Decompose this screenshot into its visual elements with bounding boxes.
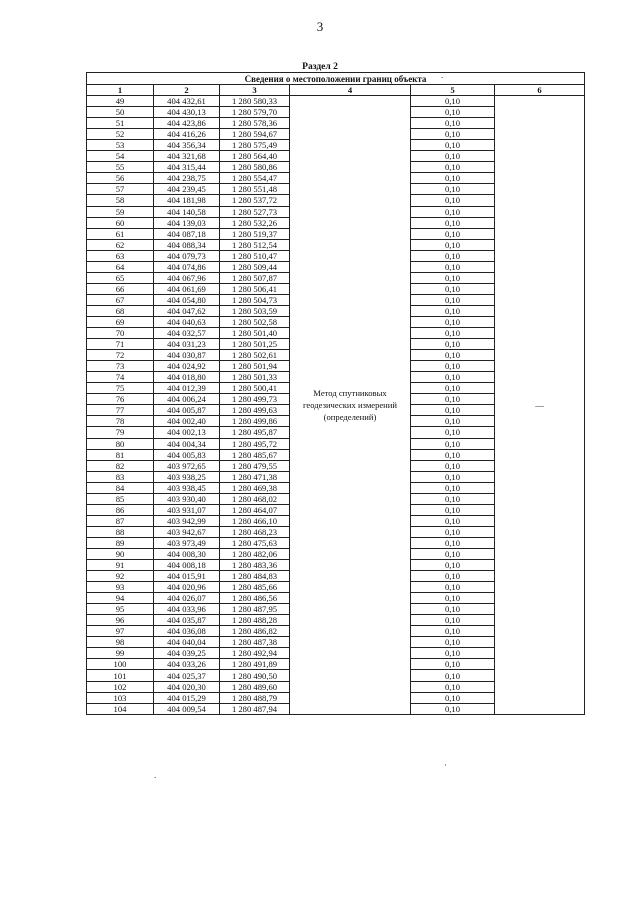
y-coordinate-cell: 1 280 501,40 bbox=[220, 328, 290, 339]
y-coordinate-cell: 1 280 495,87 bbox=[220, 427, 290, 438]
point-number-cell: 87 bbox=[87, 515, 154, 526]
x-coordinate-cell: 404 033,96 bbox=[154, 604, 220, 615]
point-number-cell: 84 bbox=[87, 482, 154, 493]
point-number-cell: 90 bbox=[87, 548, 154, 559]
accuracy-cell: 0,10 bbox=[411, 250, 495, 261]
y-coordinate-cell: 1 280 580,33 bbox=[220, 96, 290, 107]
table-caption-row bbox=[87, 73, 585, 85]
point-number-cell: 88 bbox=[87, 526, 154, 537]
x-coordinate-cell: 403 938,45 bbox=[154, 482, 220, 493]
y-coordinate-cell: 1 280 492,94 bbox=[220, 648, 290, 659]
point-number-cell: 94 bbox=[87, 593, 154, 604]
y-coordinate-cell: 1 280 502,61 bbox=[220, 350, 290, 361]
column-header: 2 bbox=[154, 85, 220, 96]
y-coordinate-cell: 1 280 487,95 bbox=[220, 604, 290, 615]
y-coordinate-cell: 1 280 486,56 bbox=[220, 593, 290, 604]
x-coordinate-cell: 403 942,99 bbox=[154, 515, 220, 526]
x-coordinate-cell: 404 002,40 bbox=[154, 416, 220, 427]
accuracy-cell: 0,10 bbox=[411, 151, 495, 162]
x-coordinate-cell: 404 025,37 bbox=[154, 670, 220, 681]
y-coordinate-cell: 1 280 500,41 bbox=[220, 383, 290, 394]
x-coordinate-cell: 404 238,75 bbox=[154, 173, 220, 184]
point-number-cell: 59 bbox=[87, 206, 154, 217]
accuracy-cell: 0,10 bbox=[411, 228, 495, 239]
y-coordinate-cell: 1 280 488,28 bbox=[220, 615, 290, 626]
accuracy-cell: 0,10 bbox=[411, 637, 495, 648]
point-number-cell: 68 bbox=[87, 305, 154, 316]
x-coordinate-cell: 404 012,39 bbox=[154, 383, 220, 394]
point-number-cell: 85 bbox=[87, 493, 154, 504]
point-number-cell: 79 bbox=[87, 427, 154, 438]
y-coordinate-cell: 1 280 507,87 bbox=[220, 272, 290, 283]
point-number-cell: 67 bbox=[87, 294, 154, 305]
point-number-cell: 89 bbox=[87, 537, 154, 548]
accuracy-cell: 0,10 bbox=[411, 184, 495, 195]
y-coordinate-cell: 1 280 510,47 bbox=[220, 250, 290, 261]
point-number-cell: 99 bbox=[87, 648, 154, 659]
point-number-cell: 63 bbox=[87, 250, 154, 261]
accuracy-cell: 0,10 bbox=[411, 471, 495, 482]
accuracy-cell: 0,10 bbox=[411, 305, 495, 316]
point-number-cell: 74 bbox=[87, 372, 154, 383]
accuracy-cell: 0,10 bbox=[411, 571, 495, 582]
accuracy-cell: 0,10 bbox=[411, 515, 495, 526]
x-coordinate-cell: 404 020,30 bbox=[154, 681, 220, 692]
accuracy-cell: 0,10 bbox=[411, 405, 495, 416]
point-number-cell: 102 bbox=[87, 681, 154, 692]
x-coordinate-cell: 404 432,61 bbox=[154, 96, 220, 107]
scan-speck: . bbox=[441, 70, 444, 80]
accuracy-cell: 0,10 bbox=[411, 195, 495, 206]
accuracy-cell: 0,10 bbox=[411, 593, 495, 604]
point-number-cell: 55 bbox=[87, 162, 154, 173]
y-coordinate-cell: 1 280 564,40 bbox=[220, 151, 290, 162]
x-coordinate-cell: 404 004,34 bbox=[154, 438, 220, 449]
x-coordinate-cell: 404 087,18 bbox=[154, 228, 220, 239]
y-coordinate-cell: 1 280 485,67 bbox=[220, 449, 290, 460]
y-coordinate-cell: 1 280 469,38 bbox=[220, 482, 290, 493]
point-number-cell: 77 bbox=[87, 405, 154, 416]
point-number-cell: 64 bbox=[87, 261, 154, 272]
point-number-cell: 65 bbox=[87, 272, 154, 283]
y-coordinate-cell: 1 280 487,94 bbox=[220, 703, 290, 714]
y-coordinate-cell: 1 280 495,72 bbox=[220, 438, 290, 449]
point-number-cell: 66 bbox=[87, 283, 154, 294]
point-number-cell: 92 bbox=[87, 571, 154, 582]
x-coordinate-cell: 404 039,25 bbox=[154, 648, 220, 659]
point-number-cell: 69 bbox=[87, 316, 154, 327]
x-coordinate-cell: 404 074,86 bbox=[154, 261, 220, 272]
accuracy-cell: 0,10 bbox=[411, 438, 495, 449]
accuracy-cell: 0,10 bbox=[411, 582, 495, 593]
accuracy-cell: 0,10 bbox=[411, 118, 495, 129]
x-coordinate-cell: 404 088,34 bbox=[154, 239, 220, 250]
point-number-cell: 73 bbox=[87, 361, 154, 372]
accuracy-cell: 0,10 bbox=[411, 328, 495, 339]
boundary-coordinates-table bbox=[86, 72, 585, 715]
x-coordinate-cell: 404 031,23 bbox=[154, 339, 220, 350]
x-coordinate-cell: 404 139,03 bbox=[154, 217, 220, 228]
accuracy-cell: 0,10 bbox=[411, 261, 495, 272]
y-coordinate-cell: 1 280 490,50 bbox=[220, 670, 290, 681]
accuracy-cell: 0,10 bbox=[411, 383, 495, 394]
x-coordinate-cell: 404 020,96 bbox=[154, 582, 220, 593]
point-number-cell: 96 bbox=[87, 615, 154, 626]
x-coordinate-cell: 404 181,98 bbox=[154, 195, 220, 206]
accuracy-cell: 0,10 bbox=[411, 339, 495, 350]
accuracy-cell: 0,10 bbox=[411, 615, 495, 626]
x-coordinate-cell: 404 047,62 bbox=[154, 305, 220, 316]
scan-speck: · bbox=[444, 760, 447, 770]
x-coordinate-cell: 404 315,44 bbox=[154, 162, 220, 173]
point-number-cell: 104 bbox=[87, 703, 154, 714]
y-coordinate-cell: 1 280 537,72 bbox=[220, 195, 290, 206]
point-number-cell: 100 bbox=[87, 659, 154, 670]
x-coordinate-cell: 404 024,92 bbox=[154, 361, 220, 372]
accuracy-cell: 0,10 bbox=[411, 107, 495, 118]
x-coordinate-cell: 404 030,87 bbox=[154, 350, 220, 361]
method-cell: Метод спутниковых геодезических измерений (определений) bbox=[290, 96, 411, 715]
point-number-cell: 76 bbox=[87, 394, 154, 405]
column-header: 3 bbox=[220, 85, 290, 96]
accuracy-cell: 0,10 bbox=[411, 626, 495, 637]
y-coordinate-cell: 1 280 501,33 bbox=[220, 372, 290, 383]
y-coordinate-cell: 1 280 509,44 bbox=[220, 261, 290, 272]
point-number-cell: 103 bbox=[87, 692, 154, 703]
x-coordinate-cell: 404 008,30 bbox=[154, 548, 220, 559]
column-header: 6 bbox=[495, 85, 585, 96]
point-number-cell: 72 bbox=[87, 350, 154, 361]
y-coordinate-cell: 1 280 471,38 bbox=[220, 471, 290, 482]
accuracy-cell: 0,10 bbox=[411, 162, 495, 173]
point-number-cell: 52 bbox=[87, 129, 154, 140]
y-coordinate-cell: 1 280 527,73 bbox=[220, 206, 290, 217]
x-coordinate-cell: 404 054,80 bbox=[154, 294, 220, 305]
x-coordinate-cell: 404 321,68 bbox=[154, 151, 220, 162]
y-coordinate-cell: 1 280 554,47 bbox=[220, 173, 290, 184]
x-coordinate-cell: 404 009,54 bbox=[154, 703, 220, 714]
y-coordinate-cell: 1 280 466,10 bbox=[220, 515, 290, 526]
y-coordinate-cell: 1 280 504,73 bbox=[220, 294, 290, 305]
x-coordinate-cell: 403 972,65 bbox=[154, 460, 220, 471]
x-coordinate-cell: 404 008,18 bbox=[154, 560, 220, 571]
y-coordinate-cell: 1 280 479,55 bbox=[220, 460, 290, 471]
y-coordinate-cell: 1 280 489,60 bbox=[220, 681, 290, 692]
accuracy-cell: 0,10 bbox=[411, 316, 495, 327]
y-coordinate-cell: 1 280 488,79 bbox=[220, 692, 290, 703]
x-coordinate-cell: 404 005,87 bbox=[154, 405, 220, 416]
accuracy-cell: 0,10 bbox=[411, 604, 495, 615]
accuracy-cell: 0,10 bbox=[411, 206, 495, 217]
point-number-cell: 75 bbox=[87, 383, 154, 394]
description-cell: — bbox=[495, 96, 585, 715]
accuracy-cell: 0,10 bbox=[411, 526, 495, 537]
x-coordinate-cell: 404 040,04 bbox=[154, 637, 220, 648]
accuracy-cell: 0,10 bbox=[411, 239, 495, 250]
y-coordinate-cell: 1 280 468,23 bbox=[220, 526, 290, 537]
accuracy-cell: 0,10 bbox=[411, 140, 495, 151]
x-coordinate-cell: 404 006,24 bbox=[154, 394, 220, 405]
y-coordinate-cell: 1 280 580,86 bbox=[220, 162, 290, 173]
point-number-cell: 86 bbox=[87, 504, 154, 515]
x-coordinate-cell: 404 061,69 bbox=[154, 283, 220, 294]
y-coordinate-cell: 1 280 501,94 bbox=[220, 361, 290, 372]
point-number-cell: 50 bbox=[87, 107, 154, 118]
x-coordinate-cell: 403 930,40 bbox=[154, 493, 220, 504]
y-coordinate-cell: 1 280 594,67 bbox=[220, 129, 290, 140]
scan-speck: . bbox=[154, 770, 157, 780]
point-number-cell: 97 bbox=[87, 626, 154, 637]
x-coordinate-cell: 404 356,34 bbox=[154, 140, 220, 151]
x-coordinate-cell: 404 239,45 bbox=[154, 184, 220, 195]
y-coordinate-cell: 1 280 575,49 bbox=[220, 140, 290, 151]
accuracy-cell: 0,10 bbox=[411, 681, 495, 692]
x-coordinate-cell: 404 067,96 bbox=[154, 272, 220, 283]
x-coordinate-cell: 404 032,57 bbox=[154, 328, 220, 339]
table-header-row bbox=[87, 85, 585, 96]
y-coordinate-cell: 1 280 487,38 bbox=[220, 637, 290, 648]
x-coordinate-cell: 404 423,86 bbox=[154, 118, 220, 129]
accuracy-cell: 0,10 bbox=[411, 173, 495, 184]
table-row bbox=[87, 96, 585, 107]
accuracy-cell: 0,10 bbox=[411, 283, 495, 294]
column-header: 4 bbox=[290, 85, 411, 96]
section-title: Раздел 2 bbox=[302, 62, 338, 72]
x-coordinate-cell: 404 033,26 bbox=[154, 659, 220, 670]
x-coordinate-cell: 404 416,26 bbox=[154, 129, 220, 140]
accuracy-cell: 0,10 bbox=[411, 537, 495, 548]
y-coordinate-cell: 1 280 499,63 bbox=[220, 405, 290, 416]
point-number-cell: 54 bbox=[87, 151, 154, 162]
y-coordinate-cell: 1 280 532,26 bbox=[220, 217, 290, 228]
x-coordinate-cell: 404 018,80 bbox=[154, 372, 220, 383]
x-coordinate-cell: 404 015,91 bbox=[154, 571, 220, 582]
accuracy-cell: 0,10 bbox=[411, 482, 495, 493]
y-coordinate-cell: 1 280 502,58 bbox=[220, 316, 290, 327]
point-number-cell: 60 bbox=[87, 217, 154, 228]
accuracy-cell: 0,10 bbox=[411, 372, 495, 383]
point-number-cell: 93 bbox=[87, 582, 154, 593]
y-coordinate-cell: 1 280 475,63 bbox=[220, 537, 290, 548]
column-header: 1 bbox=[87, 85, 154, 96]
point-number-cell: 58 bbox=[87, 195, 154, 206]
point-number-cell: 61 bbox=[87, 228, 154, 239]
accuracy-cell: 0,10 bbox=[411, 670, 495, 681]
x-coordinate-cell: 404 035,87 bbox=[154, 615, 220, 626]
x-coordinate-cell: 404 140,58 bbox=[154, 206, 220, 217]
point-number-cell: 83 bbox=[87, 471, 154, 482]
point-number-cell: 95 bbox=[87, 604, 154, 615]
point-number-cell: 81 bbox=[87, 449, 154, 460]
boundary-table-container bbox=[86, 72, 584, 715]
x-coordinate-cell: 403 938,25 bbox=[154, 471, 220, 482]
y-coordinate-cell: 1 280 491,89 bbox=[220, 659, 290, 670]
point-number-cell: 80 bbox=[87, 438, 154, 449]
point-number-cell: 56 bbox=[87, 173, 154, 184]
accuracy-cell: 0,10 bbox=[411, 129, 495, 140]
accuracy-cell: 0,10 bbox=[411, 659, 495, 670]
y-coordinate-cell: 1 280 499,86 bbox=[220, 416, 290, 427]
accuracy-cell: 0,10 bbox=[411, 217, 495, 228]
y-coordinate-cell: 1 280 501,25 bbox=[220, 339, 290, 350]
y-coordinate-cell: 1 280 578,36 bbox=[220, 118, 290, 129]
x-coordinate-cell: 403 973,49 bbox=[154, 537, 220, 548]
accuracy-cell: 0,10 bbox=[411, 648, 495, 659]
y-coordinate-cell: 1 280 485,66 bbox=[220, 582, 290, 593]
x-coordinate-cell: 404 015,29 bbox=[154, 692, 220, 703]
accuracy-cell: 0,10 bbox=[411, 361, 495, 372]
accuracy-cell: 0,10 bbox=[411, 96, 495, 107]
table-caption: Сведения о местоположении границ объекта bbox=[87, 73, 585, 85]
y-coordinate-cell: 1 280 482,06 bbox=[220, 548, 290, 559]
accuracy-cell: 0,10 bbox=[411, 350, 495, 361]
accuracy-cell: 0,10 bbox=[411, 294, 495, 305]
point-number-cell: 82 bbox=[87, 460, 154, 471]
point-number-cell: 49 bbox=[87, 96, 154, 107]
point-number-cell: 101 bbox=[87, 670, 154, 681]
point-number-cell: 71 bbox=[87, 339, 154, 350]
y-coordinate-cell: 1 280 499,73 bbox=[220, 394, 290, 405]
accuracy-cell: 0,10 bbox=[411, 394, 495, 405]
point-number-cell: 78 bbox=[87, 416, 154, 427]
y-coordinate-cell: 1 280 551,48 bbox=[220, 184, 290, 195]
point-number-cell: 51 bbox=[87, 118, 154, 129]
accuracy-cell: 0,10 bbox=[411, 460, 495, 471]
x-coordinate-cell: 404 026,07 bbox=[154, 593, 220, 604]
accuracy-cell: 0,10 bbox=[411, 493, 495, 504]
column-header: 5 bbox=[411, 85, 495, 96]
x-coordinate-cell: 404 002,13 bbox=[154, 427, 220, 438]
point-number-cell: 62 bbox=[87, 239, 154, 250]
x-coordinate-cell: 404 036,08 bbox=[154, 626, 220, 637]
point-number-cell: 53 bbox=[87, 140, 154, 151]
point-number-cell: 91 bbox=[87, 560, 154, 571]
y-coordinate-cell: 1 280 484,83 bbox=[220, 571, 290, 582]
x-coordinate-cell: 403 942,67 bbox=[154, 526, 220, 537]
accuracy-cell: 0,10 bbox=[411, 504, 495, 515]
y-coordinate-cell: 1 280 503,59 bbox=[220, 305, 290, 316]
point-number-cell: 98 bbox=[87, 637, 154, 648]
point-number-cell: 70 bbox=[87, 328, 154, 339]
y-coordinate-cell: 1 280 506,41 bbox=[220, 283, 290, 294]
x-coordinate-cell: 403 931,07 bbox=[154, 504, 220, 515]
accuracy-cell: 0,10 bbox=[411, 692, 495, 703]
x-coordinate-cell: 404 079,73 bbox=[154, 250, 220, 261]
x-coordinate-cell: 404 040,63 bbox=[154, 316, 220, 327]
page-number: 3 bbox=[316, 19, 324, 34]
accuracy-cell: 0,10 bbox=[411, 560, 495, 571]
point-number-cell: 57 bbox=[87, 184, 154, 195]
y-coordinate-cell: 1 280 486,82 bbox=[220, 626, 290, 637]
y-coordinate-cell: 1 280 579,70 bbox=[220, 107, 290, 118]
y-coordinate-cell: 1 280 512,54 bbox=[220, 239, 290, 250]
y-coordinate-cell: 1 280 519,37 bbox=[220, 228, 290, 239]
accuracy-cell: 0,10 bbox=[411, 449, 495, 460]
accuracy-cell: 0,10 bbox=[411, 548, 495, 559]
accuracy-cell: 0,10 bbox=[411, 427, 495, 438]
x-coordinate-cell: 404 005,83 bbox=[154, 449, 220, 460]
y-coordinate-cell: 1 280 468,02 bbox=[220, 493, 290, 504]
accuracy-cell: 0,10 bbox=[411, 703, 495, 714]
accuracy-cell: 0,10 bbox=[411, 272, 495, 283]
y-coordinate-cell: 1 280 483,36 bbox=[220, 560, 290, 571]
x-coordinate-cell: 404 430,13 bbox=[154, 107, 220, 118]
accuracy-cell: 0,10 bbox=[411, 416, 495, 427]
y-coordinate-cell: 1 280 464,07 bbox=[220, 504, 290, 515]
